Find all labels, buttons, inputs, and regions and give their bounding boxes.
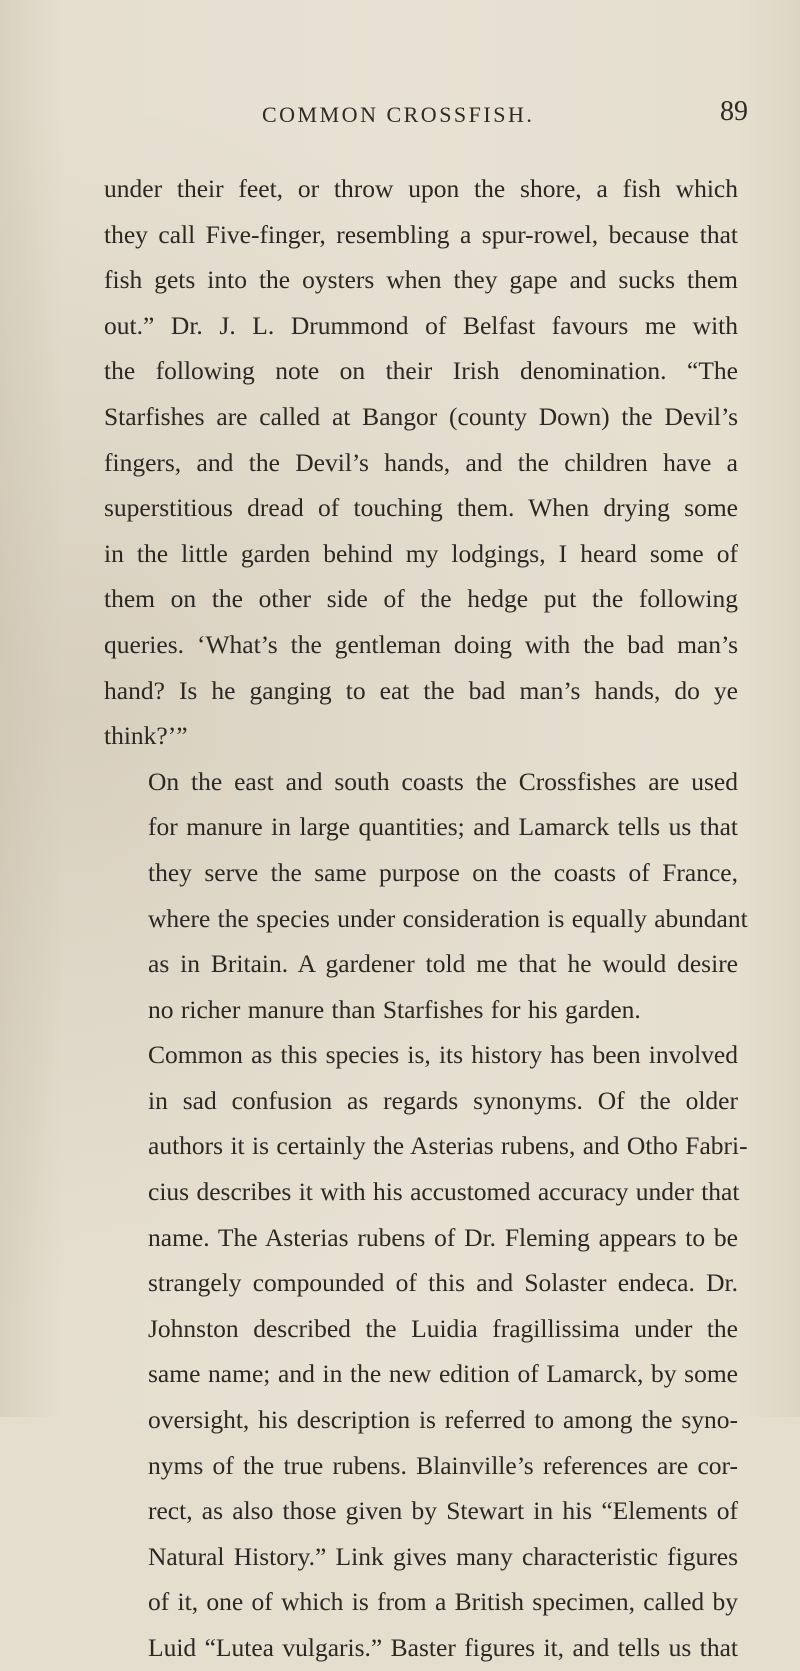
text-line: Common as this species is, its history has been involved: [148, 1040, 738, 1070]
page-header: [0, 96, 800, 142]
text-line: of it, one of which is from a British specimen, called by: [148, 1587, 738, 1617]
text-line: as in Britain. A gardener told me that he would desire: [148, 949, 738, 979]
text-line: hand? Is he ganging to eat the bad man’s hands, do ye: [104, 675, 738, 705]
text-line: nyms of the true rubens. Blainville’s references are cor-: [148, 1450, 738, 1480]
text-line: Luid “Lutea vulgaris.” Baster figures it, and tells us that: [148, 1633, 738, 1662]
text-line: superstitious dread of touching them. When drying some: [104, 493, 738, 523]
running-head: COMMON CROSSFISH.: [262, 102, 535, 127]
text-line: in sad confusion as regards synonyms. Of the older: [148, 1085, 738, 1115]
text-line: same name; and in the new edition of Lamarck, by some: [148, 1359, 738, 1389]
text-line: oversight, his description is referred to among the syno-: [148, 1405, 738, 1435]
text-line: where the species under consideration is equally abundant: [148, 903, 748, 933]
text-line: they call Five-finger, resembling a spur-rowel, because that: [104, 219, 738, 249]
text-line: On the east and south coasts the Crossfishes are used: [148, 766, 738, 796]
paragraph: [104, 759, 748, 1033]
text-line: out.” Dr. J. L. Drummond of Belfast favours me with: [104, 310, 738, 340]
text-line: authors it is certainly the Asterias rubens, and Otho Fabri-: [148, 1131, 748, 1161]
text-line: Johnston described the Luidia fragillissima under the: [148, 1313, 738, 1343]
text-line: Natural History.” Link gives many characteristic figures: [148, 1541, 738, 1571]
text-line: under their feet, or throw upon the shore, a fish which: [104, 174, 738, 203]
paragraph: [104, 166, 738, 759]
page-number: 89: [720, 96, 748, 127]
text-line: fish gets into the oysters when they gape and sucks them: [104, 265, 738, 295]
body-text: [104, 166, 748, 1671]
text-line: think?’”: [104, 721, 188, 751]
text-line: for manure in large quantities; and Lamarck tells us that: [148, 812, 738, 842]
text-line: strangely compounded of this and Solaster endeca. Dr.: [148, 1268, 738, 1298]
text-line: they serve the same purpose on the coasts of France,: [148, 857, 738, 887]
text-line: name. The Asterias rubens of Dr. Fleming appears to be: [148, 1222, 738, 1252]
text-line: them on the other side of the hedge put the following: [104, 584, 738, 614]
text-line: the following note on their Irish denomination. “The: [104, 356, 738, 386]
text-line: rect, as also those given by Stewart in his “Elements of: [148, 1496, 738, 1526]
text-line: no richer manure than Starfishes for his garden.: [148, 994, 641, 1024]
text-line: fingers, and the Devil’s hands, and the children have a: [104, 447, 738, 477]
text-line: cius describes it with his accustomed accuracy under that: [148, 1177, 740, 1207]
text-line: queries. ‘What’s the gentleman doing with the bad man’s: [104, 629, 738, 659]
text-line: Starfishes are called at Bangor (county Down) the Devil’s: [104, 401, 738, 431]
paragraph: [104, 1032, 748, 1670]
text-line: in the little garden behind my lodgings, I heard some of: [104, 538, 738, 568]
